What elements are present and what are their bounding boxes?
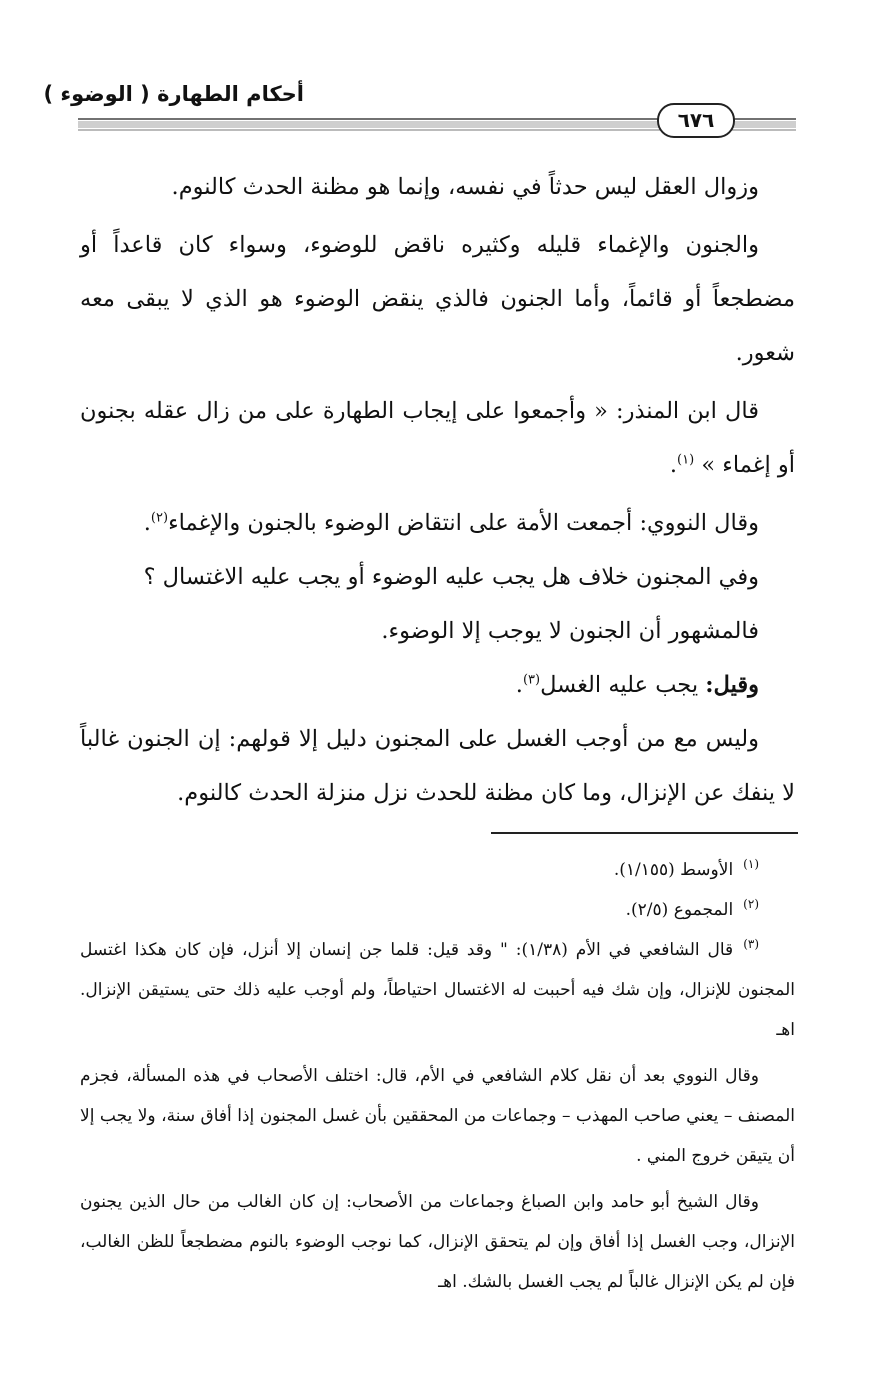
footnote-continuation: وقال الشيخ أبو حامد وابن الصباغ وجماعات من الأصحاب: إن كان الغالب من حال الذين يجنون الإنزال، وجب الغسل إذا أفاق وإن لم يتحقق الإنزال، كما نوجب الوضوء بالنوم مضطجعاً للظن الغالب، فإن لم يكن الإنزال غالباً لم يجب الغسل بالشك. اهـ bbox=[80, 1192, 795, 1292]
punctuation: . bbox=[143, 510, 151, 536]
paragraph: وفي المجنون خلاف هل يجب عليه الوضوء أو يجب عليه الاغتسال ؟ bbox=[143, 564, 759, 590]
punctuation: . bbox=[669, 452, 678, 478]
punctuation: . bbox=[515, 672, 523, 698]
bold-lead: وقيل: bbox=[705, 672, 759, 698]
paragraph: وليس مع من أوجب الغسل على المجنون دليل إلا قولهم: إن الجنون غالباً لا ينفك عن الإنزال، وما كان مظنة للحدث نزل منزلة الحدث كالنوم. bbox=[80, 726, 795, 806]
main-text bbox=[80, 160, 795, 820]
quote-text: قال ابن المنذر: « وأجمعوا على إيجاب الطهارة على من زال عقله بجنون أو إغماء » bbox=[80, 398, 795, 478]
footnote-separator bbox=[491, 832, 798, 834]
text: يجب عليه الغسل bbox=[540, 672, 706, 698]
paragraph bbox=[80, 658, 795, 712]
footnote bbox=[80, 930, 795, 1050]
page-number: ٦٧٦ bbox=[657, 103, 735, 138]
footnote-number: (٣) bbox=[743, 937, 760, 952]
running-header-title: أحكام الطهارة ( الوضوء ) bbox=[43, 82, 304, 106]
paragraph: وزوال العقل ليس حدثاً في نفسه، وإنما هو مظنة الحدث كالنوم. bbox=[171, 174, 759, 200]
footnote-number: (١) bbox=[743, 857, 759, 872]
footnote-ref: (٣) bbox=[522, 672, 541, 688]
footnote bbox=[80, 890, 795, 930]
footnote-text: الأوسط (١/١٥٥). bbox=[613, 860, 734, 880]
paragraph bbox=[80, 384, 795, 492]
footnote-text: المجموع (٢/٥). bbox=[625, 900, 734, 920]
footnote bbox=[80, 850, 795, 890]
paragraph: والجنون والإغماء قليله وكثيره ناقض للوضوء، وسواء كان قاعداً أو مضطجعاً أو قائماً، وأما الجنون فالذي ينقض الوضوء هو الذي لا يبقى معه شعور. bbox=[80, 232, 795, 366]
footnote-text: قال الشافعي في الأم (١/٣٨): " وقد قيل: قلما جن إنسان إلا أنزل، فإن كان هكذا اغتسل المجنون للإنزال، وإن شك فيه أحببت له الاغتسال احتياطاً، ولم أوجب عليه ذلك حتى يستيقن الإنزال. اهـ bbox=[80, 940, 795, 1040]
paragraph bbox=[80, 496, 795, 550]
paragraph: فالمشهور أن الجنون لا يوجب إلا الوضوء. bbox=[381, 618, 759, 644]
footnotes bbox=[80, 850, 795, 1302]
text: وقال النووي: أجمعت الأمة على انتقاض الوضوء بالجنون والإغماء bbox=[168, 510, 759, 536]
footnote-continuation: وقال النووي بعد أن نقل كلام الشافعي في الأم، قال: اختلف الأصحاب في هذه المسألة، فجزم المصنف – يعني صاحب المهذب – وجماعات من المحققين بأن غسل المجنون إذا أفاق سنة، ولا يجب إلا أن يتيقن خروج المني . bbox=[80, 1066, 795, 1166]
footnote-ref: (١) bbox=[677, 452, 695, 468]
footnote-number: (٢) bbox=[743, 897, 759, 912]
footnote-ref: (٢) bbox=[150, 510, 169, 526]
